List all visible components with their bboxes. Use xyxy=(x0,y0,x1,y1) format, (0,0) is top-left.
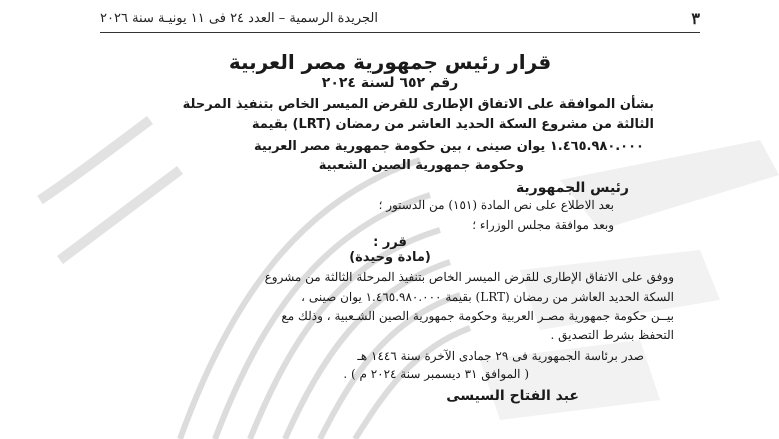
single-article-heading: (مادة وحيدة) xyxy=(349,250,431,265)
page-number: ٣ xyxy=(691,8,700,28)
article-line: التحفظ بشرط التصديق . xyxy=(550,328,674,342)
issued-line: صدر برئاسة الجمهورية فى ٢٩ جمادى الآخرة سنة ١٤٤٦ هـ xyxy=(357,349,644,363)
article-line: بيــن حكومة جمهورية مصـر العربية وحكومة جمهورية الصين الشـعبية ، وذلك مع xyxy=(281,309,674,323)
signature: عبد الفتاح السيسى xyxy=(446,388,579,404)
about-line: وحكومة جمهورية الصين الشعبية xyxy=(318,158,524,173)
publication-line: الجريدة الرسمية – العدد ٢٤ فى ١١ يونيـة سنة ٢٠٢٦ xyxy=(100,10,378,26)
article-line: السكة الحديد العاشر من رمضان (LRT) بقيمة ١.٤٦٥.٩٨٠.٠٠٠ يوان صينى ، xyxy=(301,290,674,304)
preamble-line: وبعد موافقة مجلس الوزراء ؛ xyxy=(472,218,614,232)
decided-heading: قرر : xyxy=(373,235,407,250)
header-divider xyxy=(100,32,700,33)
issued-line: ( الموافق ٣١ ديسمبر سنة ٢٠٢٤ م ) . xyxy=(343,367,529,381)
about-line: بشأن الموافقة على الاتفاق الإطارى للقرض الميسر الخاص بتنفيذ المرحلة xyxy=(182,97,654,112)
decree-title: قرار رئيس جمهورية مصر العربية xyxy=(228,50,552,74)
page-header xyxy=(100,6,700,30)
about-line: الثالثة من مشروع السكة الحديد العاشر من رمضان (LRT) بقيمة xyxy=(251,117,654,132)
preamble-line: بعد الاطلاع على نص المادة (١٥١) من الدستور ؛ xyxy=(378,198,614,212)
about-line: ١.٤٦٥.٩٨٠.٠٠٠ يوان صينى ، بين حكومة جمهورية مصر العربية xyxy=(254,139,644,154)
decree-number: رقم ٦٥٢ لسنة ٢٠٢٤ xyxy=(321,75,459,91)
article-line: ووفق على الاتفاق الإطارى للقرض الميسر الخاص بتنفيذ المرحلة الثالثة من مشروع xyxy=(264,270,674,284)
president-heading: رئيس الجمهورية xyxy=(515,180,629,196)
